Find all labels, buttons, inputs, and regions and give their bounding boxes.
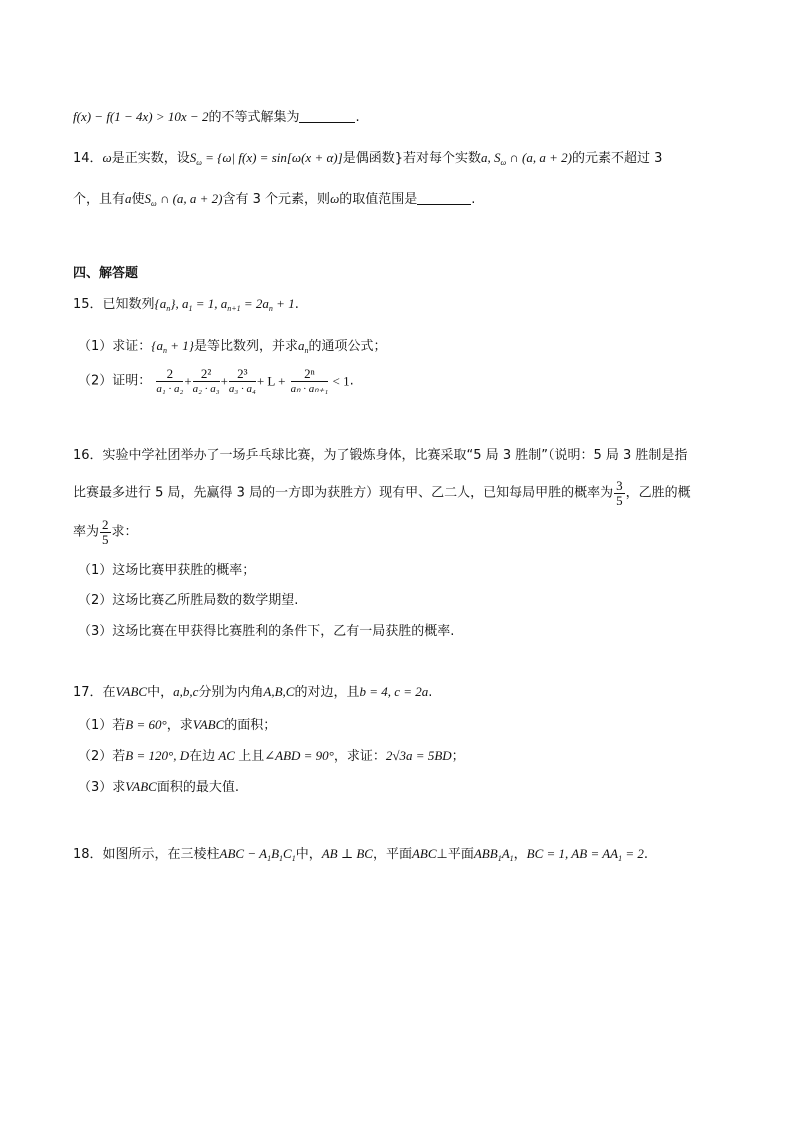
q16-part-2: （2）这场比赛乙所胜局数的数学期望.	[78, 593, 299, 608]
q15-fraction-n: $\frac{\text{2ⁿ}}{\text{aₙ · aₙ₊₁}}$	[290, 366, 329, 395]
q15-part-1: （1）求证：$\{a_n + 1\}$是等比数列，并求$a_n$的通项公式；	[78, 338, 387, 355]
q16-fraction-yi: $\frac{2}{5}$	[102, 517, 109, 547]
q15-part-2: （2）证明： $\frac{2}{\text{a₁ · a₂}}$ + $\frac{\text{2²}}{\text{a₂ · a₃}}$ + $\frac{\text{2³}}{\text{a₃ · a₄}}$ + L + $\frac{\text{2ⁿ}}{\text{aₙ · aₙ₊₁}}$ < 1.	[78, 366, 354, 395]
q15-fraction-1: $\frac{2}{\text{a₁ · a₂}}$	[156, 366, 184, 395]
q17-part-2: （2）若B = 120°, D在边 AC 上且∠ABD = 90°，求证：2√3a = 5BD；	[78, 748, 465, 764]
q13-text: 的不等式解集为	[208, 110, 300, 125]
q16-part-3: （3）这场比赛在甲获得比赛胜利的条件下，乙有一局获胜的概率.	[78, 624, 455, 639]
q16-line-2: 比赛最多进行 5 局，先赢得 3 局的一方即为获胜方）现有甲、乙二人，已知每局甲胜的概率为 $\frac{3}{5}$ ，乙胜的概	[73, 478, 691, 508]
q15-fraction-2: $\frac{\text{2²}}{\text{a₂ · a₃}}$	[192, 366, 220, 395]
q15-stem: 15．已知数列$\{a_n\}$, $a_1 = 1$, $a_{n+1} = 2a_n + 1$.	[73, 296, 299, 313]
q14-number: 14．	[73, 151, 103, 166]
q13-tail-line: f(x) − f(1 − 4x) > 10x − 2的不等式解集为 .	[73, 109, 360, 125]
q13-inequality: f(x) − f(1 − 4x) > 10x − 2	[73, 109, 209, 124]
q17-part-1: （1）若B = 60°，求VABC的面积；	[78, 717, 277, 733]
q15-fraction-3: $\frac{\text{2³}}{\text{a₃ · a₄}}$	[228, 366, 256, 395]
q17-stem: 17．在VABC中，a,b,c分别为内角A,B,C的对边，且b = 4, c = 2a.	[73, 684, 433, 700]
q13-answer-blank[interactable]	[299, 110, 355, 123]
q16-line-1: 16．实验中学社团举办了一场乒乓球比赛，为了锻炼身体，比赛采取“5 局 3 胜制”（说明：5 局 3 胜制是指	[73, 448, 688, 463]
q16-line-3: 率为 $\frac{2}{5}$ 求：	[73, 517, 138, 547]
q14-line-2: 个，且有a使$S_\omega$ ∩ (a, a + 2)含有 3 个元素，则ω的取值范围是 .	[73, 191, 476, 208]
q16-fraction-jia: $\frac{3}{5}$	[616, 478, 623, 508]
q16-part-1: （1）这场比赛甲获胜的概率；	[78, 563, 256, 578]
q18-stem: 18．如图所示，在三棱柱ABC − $A_1B_1C_1$中，AB ⊥ BC，平面ABC⊥平面$ABB_1A_1$，BC = 1, AB = $AA_1 = 2$.	[73, 846, 649, 863]
q17-part-3: （3）求VABC面积的最大值.	[78, 779, 239, 795]
section-heading: 四、解答题	[73, 266, 139, 281]
q14-line-1: 14．ω是正实数，设$S_\omega = \{\omega|$ f(x) = sin[ω(x + α)]是偶函数}若对每个实数a, $S_\omega$ ∩ (a, a + 2)的元素不超过 3	[73, 150, 663, 167]
q14-answer-blank[interactable]	[417, 192, 471, 205]
